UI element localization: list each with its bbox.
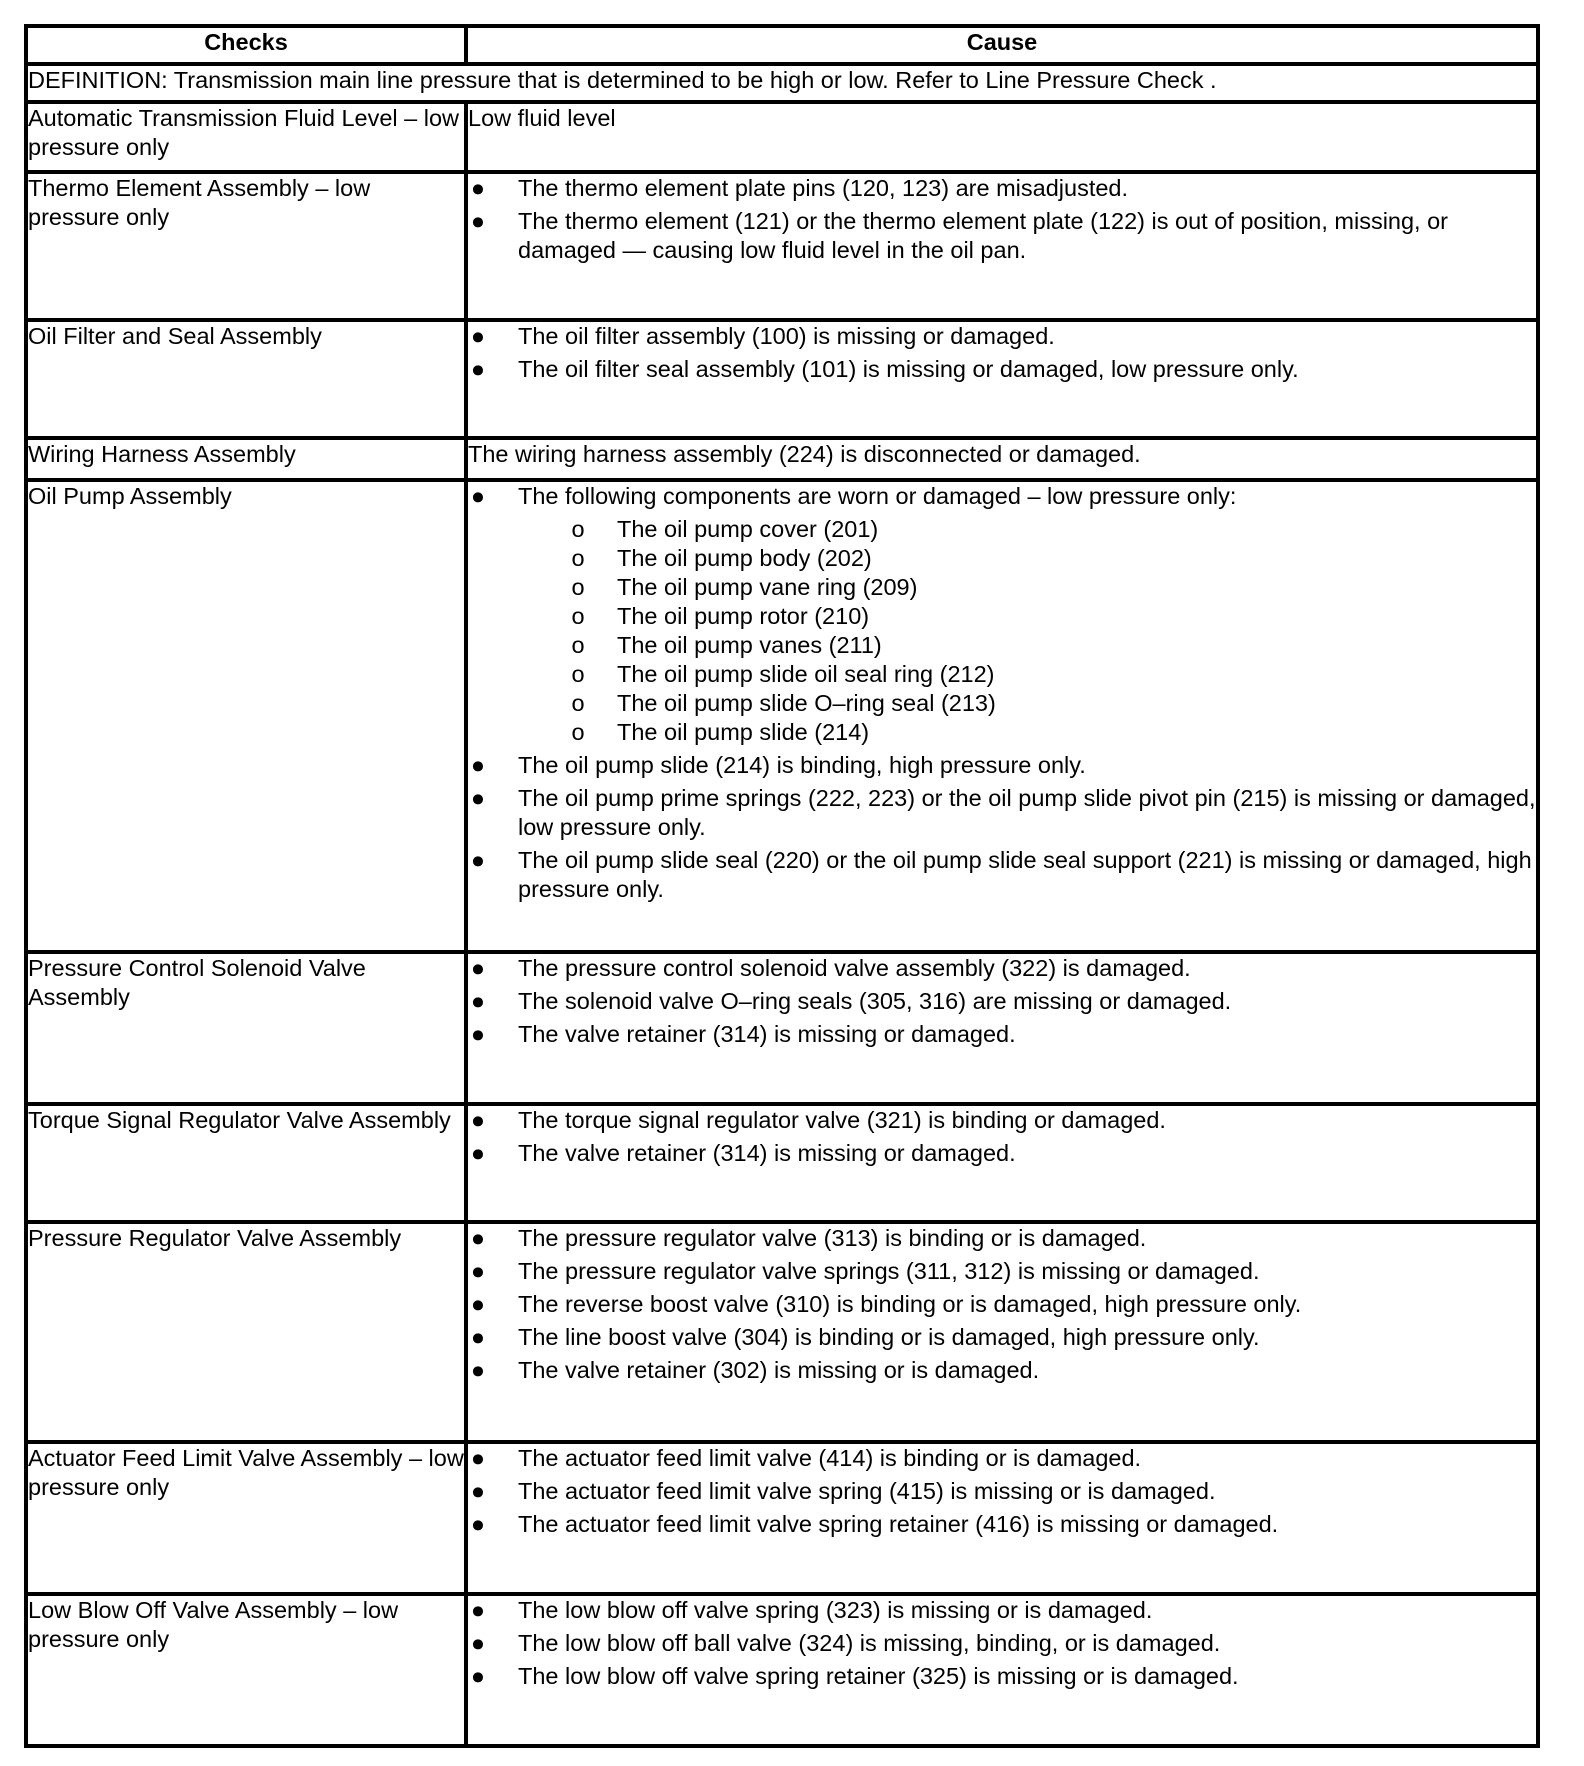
bullet-icon: ● bbox=[470, 785, 486, 811]
cause-cell bbox=[466, 1442, 1538, 1594]
cause-text: The oil filter seal assembly (101) is missing or damaged, low pressure only. bbox=[518, 356, 1299, 382]
table-row bbox=[26, 1222, 1538, 1442]
sub-list-item bbox=[568, 631, 1536, 660]
table-row bbox=[26, 1594, 1538, 1746]
sub-list-item bbox=[568, 544, 1536, 573]
bullet-icon: ● bbox=[470, 1021, 486, 1047]
cause-list bbox=[468, 482, 1536, 511]
circle-bullet-icon: o bbox=[571, 661, 585, 687]
circle-bullet-icon: o bbox=[571, 603, 585, 629]
bullet-icon: ● bbox=[470, 1445, 486, 1471]
bullet-icon: ● bbox=[470, 1324, 486, 1350]
bullet-icon: ● bbox=[470, 1478, 486, 1504]
check-cell: Pressure Control Solenoid Valve Assembly bbox=[26, 952, 466, 1104]
list-item bbox=[468, 846, 1536, 904]
bullet-icon: ● bbox=[470, 1140, 486, 1166]
cause-text: The pressure regulator valve springs (311, 312) is missing or damaged. bbox=[518, 1258, 1260, 1284]
component-text: The oil pump body (202) bbox=[617, 545, 872, 571]
cause-text: The torque signal regulator valve (321) is binding or damaged. bbox=[518, 1107, 1166, 1133]
cause-cell: Low fluid level bbox=[466, 102, 1538, 172]
list-item bbox=[468, 482, 1536, 511]
cause-text: The solenoid valve O–ring seals (305, 316) are missing or damaged. bbox=[518, 988, 1232, 1014]
bullet-icon: ● bbox=[470, 356, 486, 382]
bullet-icon: ● bbox=[470, 483, 486, 509]
list-item bbox=[468, 322, 1536, 351]
table-row bbox=[26, 438, 1538, 480]
table-row bbox=[26, 952, 1538, 1104]
bullet-icon: ● bbox=[470, 1107, 486, 1133]
cause-text: The following components are worn or damaged – low pressure only: bbox=[518, 483, 1237, 509]
list-item bbox=[468, 751, 1536, 780]
cause-text: The actuator feed limit valve (414) is binding or is damaged. bbox=[518, 1445, 1142, 1471]
bullet-icon: ● bbox=[470, 175, 486, 201]
bullet-icon: ● bbox=[470, 1291, 486, 1317]
table-row bbox=[26, 480, 1538, 952]
table-row bbox=[26, 102, 1538, 172]
definition-row bbox=[26, 64, 1538, 102]
bullet-icon: ● bbox=[470, 1663, 486, 1689]
cause-cell bbox=[466, 1104, 1538, 1222]
list-item bbox=[468, 1139, 1536, 1168]
cause-text: The reverse boost valve (310) is binding or is damaged, high pressure only. bbox=[518, 1291, 1302, 1317]
component-text: The oil pump slide (214) bbox=[617, 719, 870, 745]
cause-text: The oil filter assembly (100) is missing or damaged. bbox=[518, 323, 1055, 349]
circle-bullet-icon: o bbox=[571, 690, 585, 716]
cause-text: The line boost valve (304) is binding or is damaged, high pressure only. bbox=[518, 1324, 1260, 1350]
circle-bullet-icon: o bbox=[571, 545, 585, 571]
bullet-icon: ● bbox=[470, 1225, 486, 1251]
check-cell: Torque Signal Regulator Valve Assembly bbox=[26, 1104, 466, 1222]
cause-cell bbox=[466, 480, 1538, 952]
definition-text: DEFINITION: Transmission main line pressure that is determined to be high or low. Refer to Line Pressure Check . bbox=[26, 64, 1538, 102]
cause-list bbox=[468, 954, 1536, 1049]
bullet-icon: ● bbox=[470, 955, 486, 981]
list-item bbox=[468, 954, 1536, 983]
list-item bbox=[468, 1224, 1536, 1253]
cause-list bbox=[468, 1444, 1536, 1539]
bullet-icon: ● bbox=[470, 1357, 486, 1383]
list-item bbox=[468, 1323, 1536, 1352]
list-item bbox=[468, 355, 1536, 384]
circle-bullet-icon: o bbox=[571, 719, 585, 745]
check-cell: Wiring Harness Assembly bbox=[26, 438, 466, 480]
cause-text: The low blow off ball valve (324) is missing, binding, or is damaged. bbox=[518, 1630, 1221, 1656]
list-item bbox=[468, 1510, 1536, 1539]
bullet-icon: ● bbox=[470, 1511, 486, 1537]
bullet-icon: ● bbox=[470, 1630, 486, 1656]
component-text: The oil pump rotor (210) bbox=[617, 603, 870, 629]
list-item bbox=[468, 207, 1536, 265]
cause-cell bbox=[466, 172, 1538, 320]
list-item bbox=[468, 1596, 1536, 1625]
table-row bbox=[26, 1442, 1538, 1594]
cause-text: The oil pump slide (214) is binding, high pressure only. bbox=[518, 752, 1086, 778]
component-text: The oil pump vanes (211) bbox=[617, 632, 882, 658]
component-text: The oil pump slide O–ring seal (213) bbox=[617, 690, 996, 716]
bullet-icon: ● bbox=[470, 847, 486, 873]
list-item bbox=[468, 1662, 1536, 1691]
circle-bullet-icon: o bbox=[571, 574, 585, 600]
component-text: The oil pump vane ring (209) bbox=[617, 574, 918, 600]
list-item bbox=[468, 1106, 1536, 1135]
component-text: The oil pump slide oil seal ring (212) bbox=[617, 661, 995, 687]
list-item bbox=[468, 1444, 1536, 1473]
circle-bullet-icon: o bbox=[571, 516, 585, 542]
cause-list bbox=[468, 174, 1536, 265]
cause-list bbox=[468, 322, 1536, 384]
cause-text: The actuator feed limit valve spring (415) is missing or is damaged. bbox=[518, 1478, 1216, 1504]
sub-list-item bbox=[568, 718, 1536, 747]
check-cell: Actuator Feed Limit Valve Assembly – low pressure only bbox=[26, 1442, 466, 1594]
cause-text: The thermo element (121) or the thermo element plate (122) is out of position, missing, or damaged — causing low fluid level in the oil pan. bbox=[518, 208, 1449, 263]
cause-text: The oil pump slide seal (220) or the oil pump slide seal support (221) is missing or damaged, high pressure only. bbox=[518, 847, 1532, 902]
table-header-row bbox=[26, 26, 1538, 64]
check-cell: Thermo Element Assembly – low pressure only bbox=[26, 172, 466, 320]
cause-text: The valve retainer (302) is missing or is damaged. bbox=[518, 1357, 1040, 1383]
cause-cell: The wiring harness assembly (224) is disconnected or damaged. bbox=[466, 438, 1538, 480]
list-item bbox=[468, 1356, 1536, 1385]
cause-cell bbox=[466, 952, 1538, 1104]
check-cell: Automatic Transmission Fluid Level – low pressure only bbox=[26, 102, 466, 172]
cause-text: The low blow off valve spring retainer (325) is missing or is damaged. bbox=[518, 1663, 1239, 1689]
cause-list bbox=[468, 1224, 1536, 1385]
cause-cell bbox=[466, 320, 1538, 438]
cause-text: The low blow off valve spring (323) is missing or is damaged. bbox=[518, 1597, 1153, 1623]
sub-list-item bbox=[568, 515, 1536, 544]
component-text: The oil pump cover (201) bbox=[617, 516, 879, 542]
list-item bbox=[468, 1290, 1536, 1319]
circle-bullet-icon: o bbox=[571, 632, 585, 658]
cause-text: The pressure control solenoid valve assembly (322) is damaged. bbox=[518, 955, 1191, 981]
cause-list bbox=[468, 1596, 1536, 1691]
check-cell: Oil Pump Assembly bbox=[26, 480, 466, 952]
sub-list-item bbox=[568, 573, 1536, 602]
sub-list-item bbox=[568, 660, 1536, 689]
diagnostic-page bbox=[24, 24, 1536, 1748]
column-header-checks: Checks bbox=[26, 26, 466, 64]
check-cell: Pressure Regulator Valve Assembly bbox=[26, 1222, 466, 1442]
component-sublist bbox=[468, 515, 1536, 751]
cause-text: The valve retainer (314) is missing or damaged. bbox=[518, 1140, 1016, 1166]
cause-text: The oil pump prime springs (222, 223) or the oil pump slide pivot pin (215) is missing or damaged, low pressure only. bbox=[518, 785, 1536, 840]
sub-list-item bbox=[568, 689, 1536, 718]
cause-cell bbox=[466, 1222, 1538, 1442]
cause-text: The actuator feed limit valve spring retainer (416) is missing or damaged. bbox=[518, 1511, 1279, 1537]
table-row bbox=[26, 320, 1538, 438]
column-header-cause: Cause bbox=[466, 26, 1538, 64]
cause-list bbox=[468, 1106, 1536, 1168]
table-row bbox=[26, 1104, 1538, 1222]
checks-cause-table bbox=[24, 24, 1540, 1748]
list-item bbox=[468, 1257, 1536, 1286]
check-cell: Oil Filter and Seal Assembly bbox=[26, 320, 466, 438]
bullet-icon: ● bbox=[470, 1597, 486, 1623]
list-item bbox=[468, 1629, 1536, 1658]
list-item bbox=[468, 1020, 1536, 1049]
cause-text: The pressure regulator valve (313) is binding or is damaged. bbox=[518, 1225, 1147, 1251]
list-item bbox=[468, 987, 1536, 1016]
cause-cell bbox=[466, 1594, 1538, 1746]
bullet-icon: ● bbox=[470, 988, 486, 1014]
list-item bbox=[468, 1477, 1536, 1506]
cause-list bbox=[468, 751, 1536, 904]
list-item bbox=[468, 784, 1536, 842]
cause-text: The thermo element plate pins (120, 123) are misadjusted. bbox=[518, 175, 1129, 201]
list-item bbox=[468, 174, 1536, 203]
bullet-icon: ● bbox=[470, 323, 486, 349]
sub-list-item bbox=[568, 602, 1536, 631]
table-row bbox=[26, 172, 1538, 320]
bullet-icon: ● bbox=[470, 1258, 486, 1284]
cause-text: The valve retainer (314) is missing or damaged. bbox=[518, 1021, 1016, 1047]
bullet-icon: ● bbox=[470, 208, 486, 234]
check-cell: Low Blow Off Valve Assembly – low pressure only bbox=[26, 1594, 466, 1746]
bullet-icon: ● bbox=[470, 752, 486, 778]
